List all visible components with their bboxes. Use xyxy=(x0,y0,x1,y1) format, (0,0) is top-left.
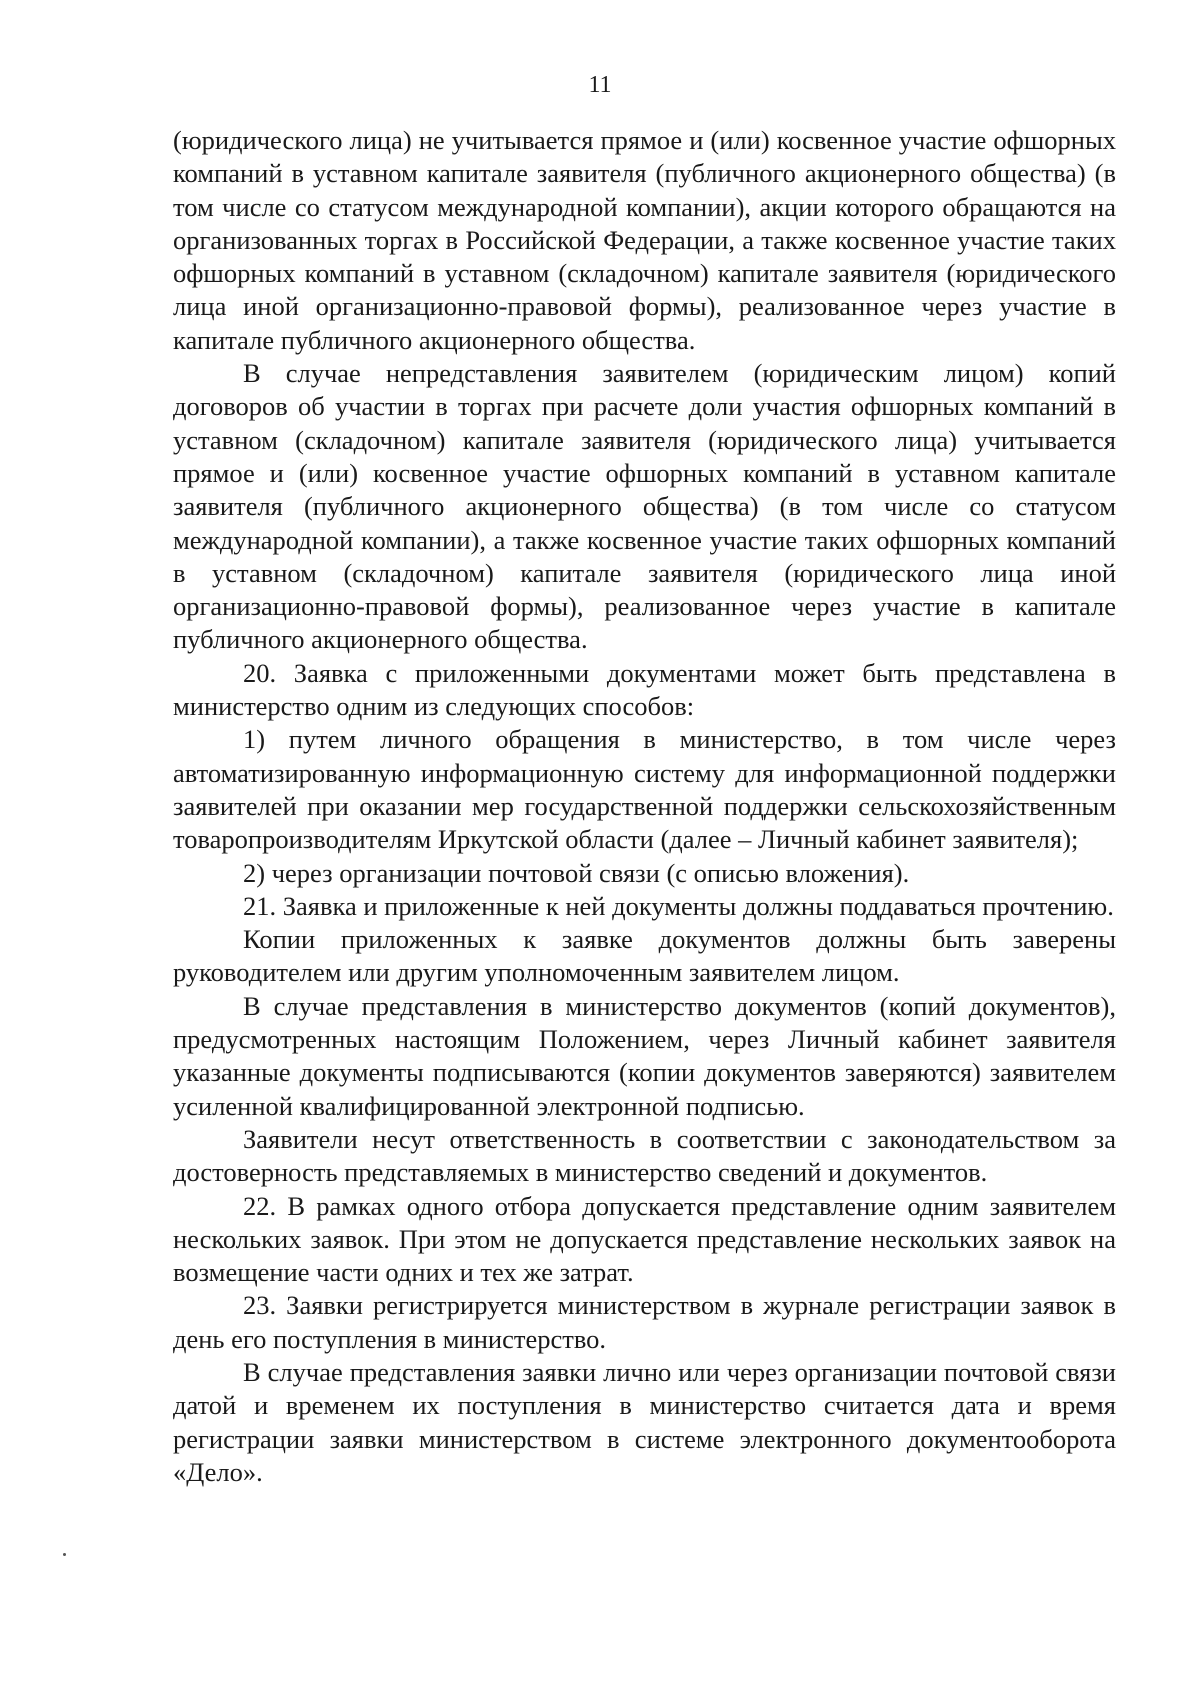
scan-speck xyxy=(63,1553,66,1556)
paragraph-6: 21. Заявка и приложенные к ней документы должны поддаваться прочтению. xyxy=(243,890,1114,921)
paragraph-9: Заявители несут ответственность в соответствии с законодательством за достоверность представляемых в министерство сведений и документов. xyxy=(173,1123,1116,1188)
page-number: 11 xyxy=(588,72,612,98)
paragraph-5: 2) через организации почтовой связи (с описью вложения). xyxy=(243,857,910,888)
document-body xyxy=(173,124,1116,1489)
paragraph-3: 20. Заявка с приложенными документами может быть представлена в министерство одним из следующих способов: xyxy=(173,657,1116,722)
paragraph-1: (юридического лица) не учитывается прямое и (или) косвенное участие офшорных компаний в уставном капитале заявителя (публичного акционерного общества) (в том числе со статусом международной компании), акции которого обращаются на организованных торгах в Российской Федерации, а также косвенное участие таких офшорных компаний в уставном (складочном) капитале заявителя (юридического лица иной организационно-правовой формы), реализованное через участие в капитале публичного акционерного общества. xyxy=(173,125,1116,355)
paragraph-12: В случае представления заявки лично или через организации почтовой связи датой и временем их поступления в министерство считается дата и время регистрации заявки министерством в системе электронного документооборота «Дело». xyxy=(173,1356,1116,1487)
paragraph-8: В случае представления в министерство документов (копий документов), предусмотренных настоящим Положением, через Личный кабинет заявителя указанные документы подписываются (копии документов заверяются) заявителем усиленной квалифицированной электронной подписью. xyxy=(173,990,1116,1121)
paragraph-4: 1) путем личного обращения в министерство, в том числе через автоматизированную информационную систему для информационной поддержки заявителей при оказании мер государственной поддержки сельскохозяйственным товаропроизводителям Иркутской области (далее – Личный кабинет заявителя); xyxy=(173,724,1116,855)
paragraph-2: В случае непредставления заявителем (юридическим лицом) копий договоров об участии в торгах при расчете доли участия офшорных компаний в уставном (складочном) капитале заявителя (юридического лица) учитывается прямое и (или) косвенное участие офшорных компаний в уставном капитале заявителя (публичного акционерного общества) (в том числе со статусом международной компании), а также косвенное участие таких офшорных компаний в уставном (складочном) капитале заявителя (юридического лица иной организационно-правовой формы), реализованное через участие в капитале публичного акционерного общества. xyxy=(173,358,1116,655)
paragraph-7: Копии приложенных к заявке документов должны быть заверены руководителем или другим уполномоченным заявителем лицом. xyxy=(173,924,1116,988)
paragraph-10: 22. В рамках одного отбора допускается представление одним заявителем нескольких заявок. При этом не допускается представление нескольких заявок на возмещение части одних и тех же затрат. xyxy=(173,1190,1116,1288)
paragraph-11: 23. Заявки регистрируется министерством в журнале регистрации заявок в день его поступления в министерство. xyxy=(173,1290,1116,1354)
